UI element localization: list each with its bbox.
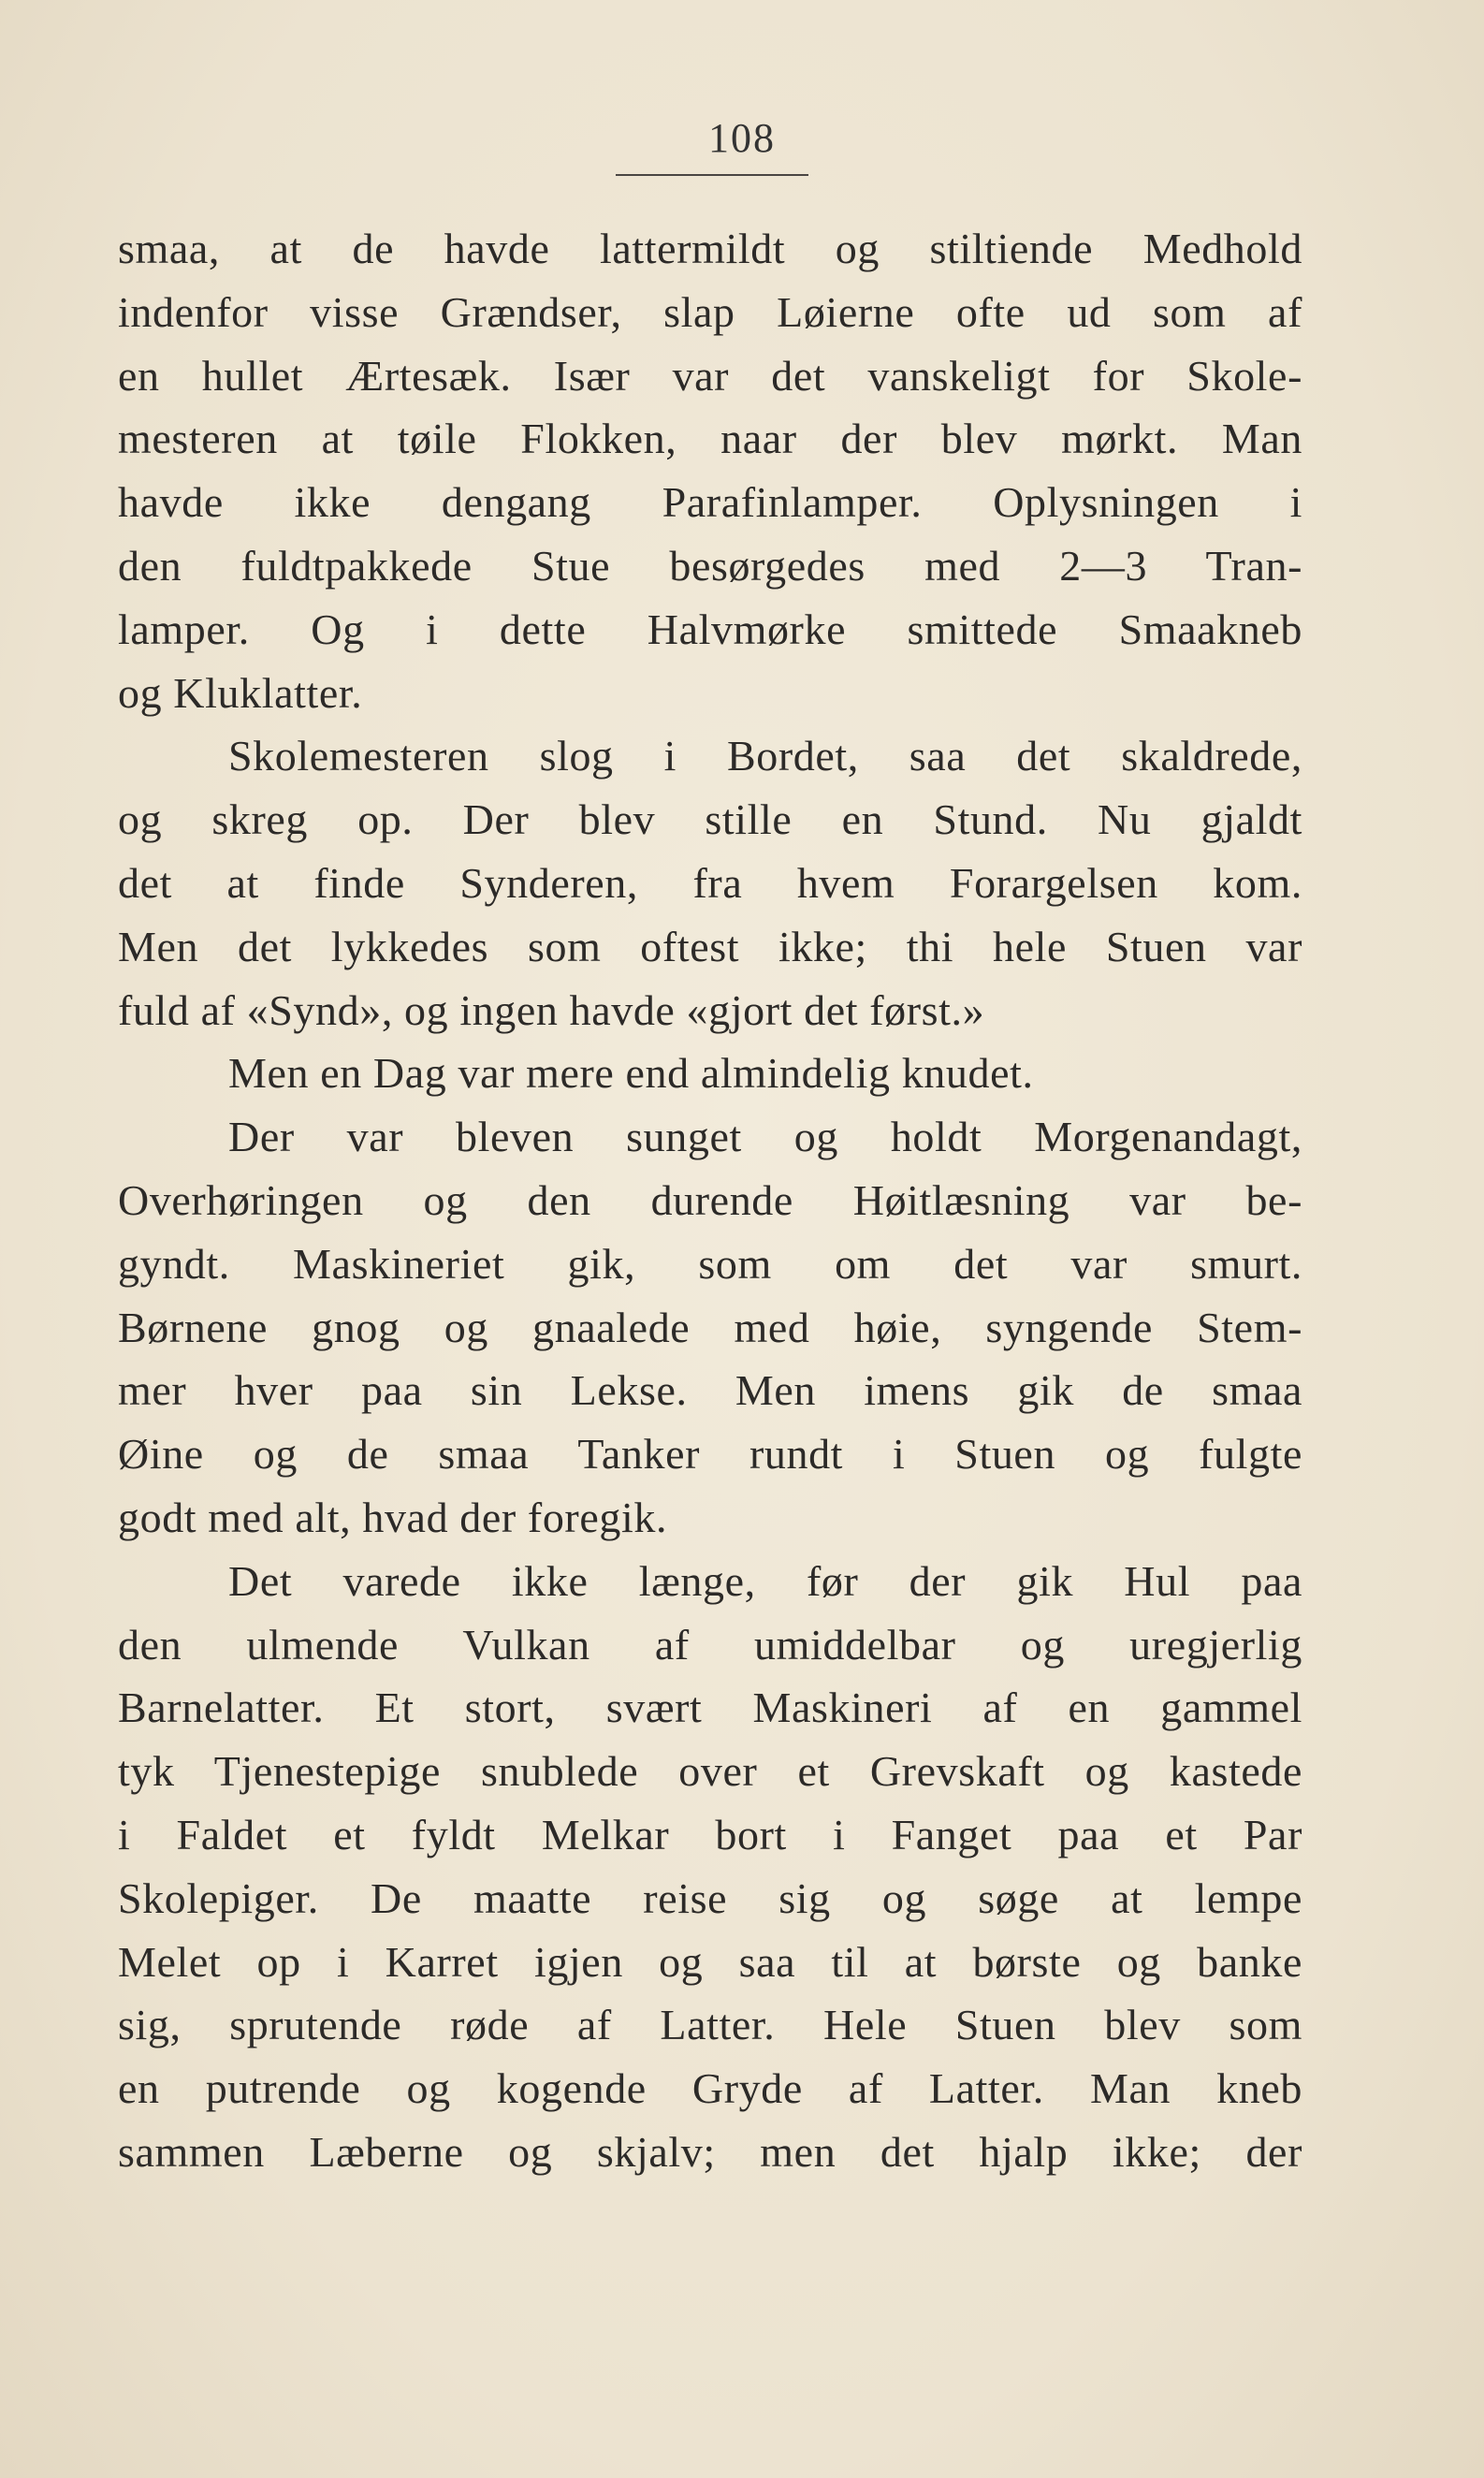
header-rule bbox=[616, 174, 808, 176]
text-line: Melet op i Karret igjen og saa til at børste og banke bbox=[118, 1937, 1302, 1986]
text-line: Overhøringen og den durende Høitlæsning var be- bbox=[118, 1175, 1302, 1224]
text-line: indenfor visse Grændser, slap Løierne ofte ud som af bbox=[118, 287, 1302, 336]
text-line: Øine og de smaa Tanker rundt i Stuen og fulgte bbox=[118, 1430, 1302, 1479]
text-line: Der var bleven sunget og holdt Morgenandagt, bbox=[228, 1113, 1302, 1161]
text-line: og Kluklatter. bbox=[118, 668, 363, 717]
text-line: og skreg op. Der blev stille en Stund. Nu gjaldt bbox=[118, 795, 1302, 844]
text-line: tyk Tjenestepige snublede over et Grevskaft og kastede bbox=[118, 1747, 1302, 1796]
text-line: gyndt. Maskineriet gik, som om det var smurt. bbox=[118, 1239, 1302, 1288]
text-line: Børnene gnog og gnaalede med høie, syngende Stem- bbox=[118, 1303, 1302, 1351]
text-line: den ulmende Vulkan af umiddelbar og uregjerlig bbox=[118, 1620, 1302, 1669]
text-line: smaa, at de havde lattermildt og stiltiende Medhold bbox=[118, 225, 1302, 272]
text-line: mer hver paa sin Lekse. Men imens gik de smaa bbox=[118, 1366, 1302, 1415]
text-line: sammen Læberne og skjalv; men det hjalp ikke; der bbox=[118, 2127, 1302, 2176]
text-line: Skolemesteren slog i Bordet, saa det skaldrede, bbox=[228, 732, 1302, 780]
text-line: sig, sprutende røde af Latter. Hele Stuen blev som bbox=[118, 2001, 1302, 2049]
text-line: en putrende og kogende Gryde af Latter. Man kneb bbox=[118, 2064, 1302, 2113]
text-line: den fuldtpakkede Stue besørgedes med 2—3 Tran- bbox=[118, 541, 1302, 590]
text-line: Men en Dag var mere end almindelig knudet. bbox=[228, 1049, 1034, 1098]
text-line: havde ikke dengang Parafinlamper. Oplysningen i bbox=[118, 478, 1302, 527]
text-line: godt med alt, hvad der foregik. bbox=[118, 1493, 668, 1541]
text-line: en hullet Ærtesæk. Især var det vanskeligt for Skole- bbox=[118, 351, 1302, 400]
text-line: fuld af «Synd», og ingen havde «gjort det først.» bbox=[118, 985, 985, 1034]
text-line: det at finde Synderen, fra hvem Forargelsen kom. bbox=[118, 858, 1302, 907]
text-line: i Faldet et fyldt Melkar bort i Fanget paa et Par bbox=[118, 1810, 1302, 1858]
text-line: lamper. Og i dette Halvmørke smittede Smaakneb bbox=[118, 605, 1302, 653]
body-text bbox=[118, 217, 1302, 2184]
text-line: Skolepiger. De maatte reise sig og søge at lempe bbox=[118, 1873, 1302, 1922]
text-line: mesteren at tøile Flokken, naar der blev mørkt. Man bbox=[118, 415, 1302, 463]
text-line: Men det lykkedes som oftest ikke; thi hele Stuen var bbox=[118, 922, 1302, 970]
page-number: 108 bbox=[708, 115, 776, 161]
text-line: Barnelatter. Et stort, svært Maskineri af en gammel bbox=[118, 1684, 1302, 1732]
text-line: Det varede ikke længe, før der gik Hul paa bbox=[228, 1556, 1302, 1605]
